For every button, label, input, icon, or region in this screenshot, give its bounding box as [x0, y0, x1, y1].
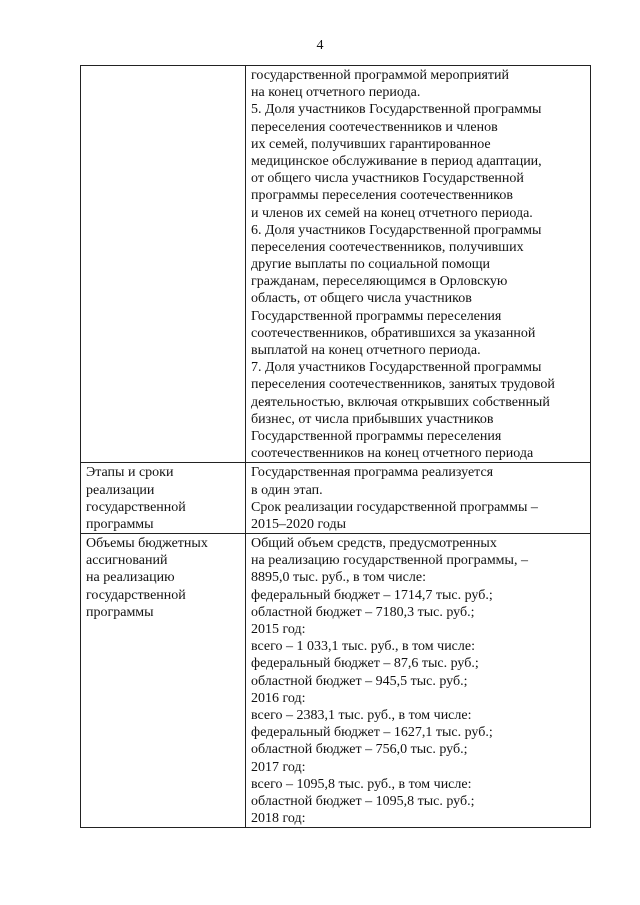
content-line: медицинское обслуживание в период адаптации,: [251, 153, 542, 169]
content-line: переселения соотечественников и членов: [251, 119, 498, 135]
content-line: их семей, получивших гарантированное: [251, 136, 491, 152]
content-line: Срок реализации государственной программы –: [251, 499, 538, 515]
label-line: государственной: [86, 499, 186, 515]
content-line: Общий объем средств, предусмотренных: [251, 536, 497, 552]
program-passport-table: [80, 65, 591, 828]
label-line: на реализацию: [86, 570, 175, 586]
content-line: на конец отчетного периода.: [251, 85, 421, 101]
row-label-cell: [81, 66, 246, 463]
label-line: Объемы бюджетных: [86, 536, 208, 552]
content-line: программы переселения соотечественников: [251, 188, 513, 204]
row-content-cell: [246, 534, 591, 828]
content-line: Государственной программы переселения: [251, 308, 502, 324]
content-line: переселения соотечественников, получивших: [251, 239, 524, 255]
table-body: [81, 66, 591, 828]
content-line: всего – 1 033,1 тыс. руб., в том числе:: [251, 639, 475, 655]
content-line: область, от общего числа участников: [251, 291, 472, 307]
content-line: на реализацию государственной программы, –: [251, 553, 528, 569]
content-line: выплатой на конец отчетного периода.: [251, 343, 481, 358]
content-line: в один этап.: [251, 482, 323, 498]
table-row: [81, 463, 591, 534]
label-line: программы: [86, 516, 154, 532]
content-line: 8895,0 тыс. руб., в том числе:: [251, 570, 426, 586]
content-line: 6. Доля участников Государственной программы: [251, 222, 542, 238]
content-line: 2016 год:: [251, 690, 306, 706]
content-line: федеральный бюджет – 1714,7 тыс. руб.;: [251, 587, 493, 603]
page-number: 4: [316, 38, 324, 53]
content-line: соотечественников на конец отчетного периода: [251, 446, 534, 462]
content-line: 2018 год:: [251, 811, 306, 827]
row-content-cell: [246, 66, 591, 463]
content-line: и членов их семей на конец отчетного периода.: [251, 205, 533, 221]
content-line: 7. Доля участников Государственной программы: [251, 360, 542, 376]
content-line: областной бюджет – 945,5 тыс. руб.;: [251, 673, 468, 689]
content-line: гражданам, переселяющимся в Орловскую: [251, 274, 508, 290]
content-line: соотечественников, обратившихся за указанной: [251, 325, 536, 341]
content-line: другие выплаты по социальной помощи: [251, 257, 490, 273]
row-label-cell: [81, 463, 246, 534]
content-line: областной бюджет – 756,0 тыс. руб.;: [251, 742, 468, 758]
content-line: 2015–2020 годы: [251, 516, 347, 532]
content-line: Государственной программы переселения: [251, 428, 502, 444]
label-line: государственной: [86, 587, 186, 603]
label-line: реализации: [86, 482, 155, 498]
content-line: 2017 год:: [251, 759, 306, 775]
content-line: всего – 2383,1 тыс. руб., в том числе:: [251, 707, 472, 723]
content-line: 5. Доля участников Государственной программы: [251, 102, 542, 118]
label-line: программы: [86, 604, 154, 620]
label-line: Этапы и сроки: [86, 465, 174, 481]
content-line: федеральный бюджет – 1627,1 тыс. руб.;: [251, 725, 493, 741]
content-line: 2015 год:: [251, 622, 306, 637]
row-content-cell: [246, 463, 591, 534]
content-line: областной бюджет – 1095,8 тыс. руб.;: [251, 793, 475, 809]
content-line: переселения соотечественников, занятых трудовой: [251, 377, 555, 393]
content-line: государственной программой мероприятий: [251, 68, 510, 83]
label-line: ассигнований: [86, 553, 168, 569]
content-line: федеральный бюджет – 87,6 тыс. руб.;: [251, 656, 479, 672]
content-line: Государственная программа реализуется: [251, 465, 494, 481]
row-label-cell: [81, 534, 246, 828]
content-line: областной бюджет – 7180,3 тыс. руб.;: [251, 604, 475, 620]
content-line: всего – 1095,8 тыс. руб., в том числе:: [251, 776, 472, 792]
content-line: деятельностью, включая открывших собственный: [251, 394, 550, 410]
content-line: от общего числа участников Государственной: [251, 171, 524, 187]
table-row: [81, 534, 591, 828]
table-row: [81, 66, 591, 463]
content-line: бизнес, от числа прибывших участников: [251, 411, 494, 427]
